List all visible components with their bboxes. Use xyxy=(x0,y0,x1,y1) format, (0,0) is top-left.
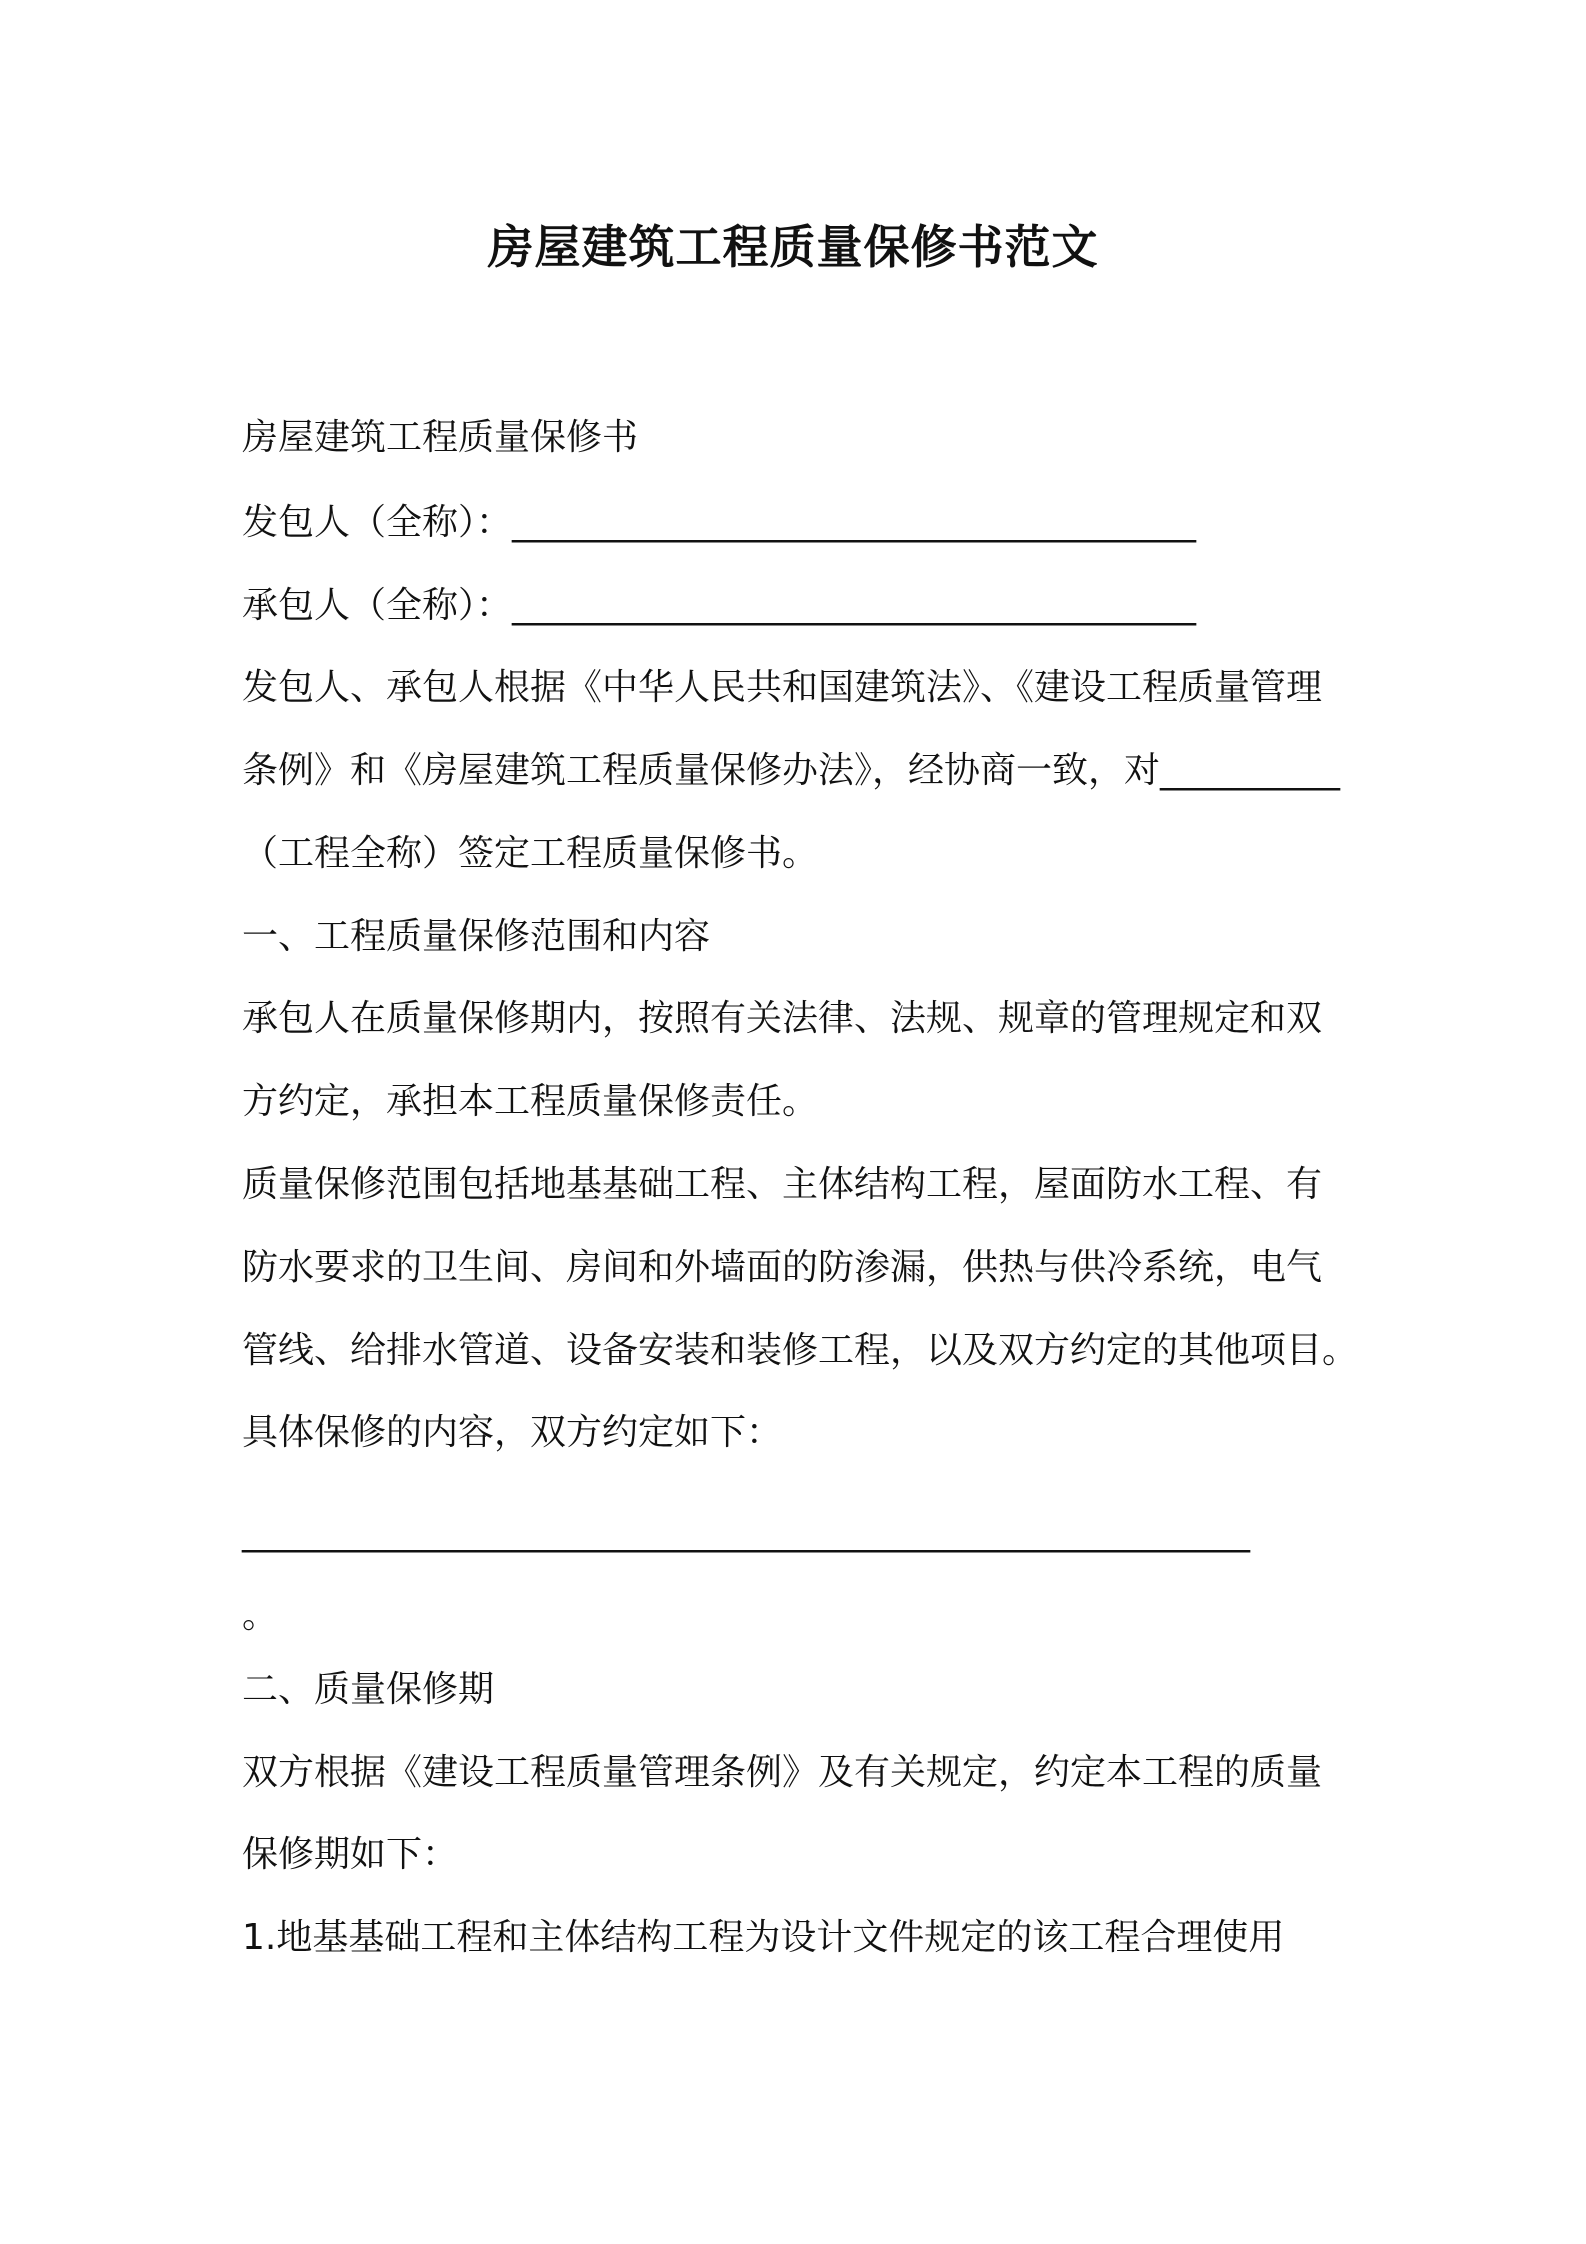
subtitle-line: 房屋建筑工程质量保修书 xyxy=(242,417,639,458)
section-heading: 一、工程质量保修范围和内容 xyxy=(242,916,711,957)
paragraph-line: 发包人、承包人根据《中华人民共和国建筑法》、《建设工程质量管理 xyxy=(242,667,1323,708)
blank-fill-line: ________________________________________________________ xyxy=(242,1512,1250,1553)
period-line: 。 xyxy=(242,1595,279,1636)
paragraph-line: 保修期如下： xyxy=(242,1834,459,1875)
contractor-field-line: 承包人（全称）：______________________________________ xyxy=(242,585,1197,626)
paragraph-line: 具体保修的内容，双方约定如下： xyxy=(242,1412,783,1453)
paragraph-line: 质量保修范围包括地基基础工程、主体结构工程，屋面防水工程、有 xyxy=(242,1164,1323,1205)
paragraph-line: （工程全称）签定工程质量保修书。 xyxy=(242,833,819,874)
employer-field-line: 发包人（全称）：______________________________________ xyxy=(242,502,1197,543)
paragraph-line: 防水要求的卫生间、房间和外墙面的防渗漏，供热与供冷系统，电气 xyxy=(242,1247,1323,1288)
paragraph-line: 1.地基基础工程和主体结构工程为设计文件规定的该工程合理使用 xyxy=(242,1917,1285,1958)
paragraph-line: 承包人在质量保修期内，按照有关法律、法规、规章的管理规定和双 xyxy=(242,998,1323,1039)
paragraph-line: 管线、给排水管道、设备安装和装修工程，以及双方约定的其他项目。 xyxy=(242,1330,1359,1371)
paragraph-line: 双方根据《建设工程质量管理条例》及有关规定，约定本工程的质量 xyxy=(242,1752,1323,1793)
paragraph-line: 条例》和《房屋建筑工程质量保修办法》，经协商一致，对__________ xyxy=(242,750,1341,791)
section-heading: 二、质量保修期 xyxy=(242,1669,495,1710)
paragraph-line: 方约定，承担本工程质量保修责任。 xyxy=(242,1081,819,1122)
document-title: 房屋建筑工程质量保修书范文 xyxy=(487,220,1099,274)
